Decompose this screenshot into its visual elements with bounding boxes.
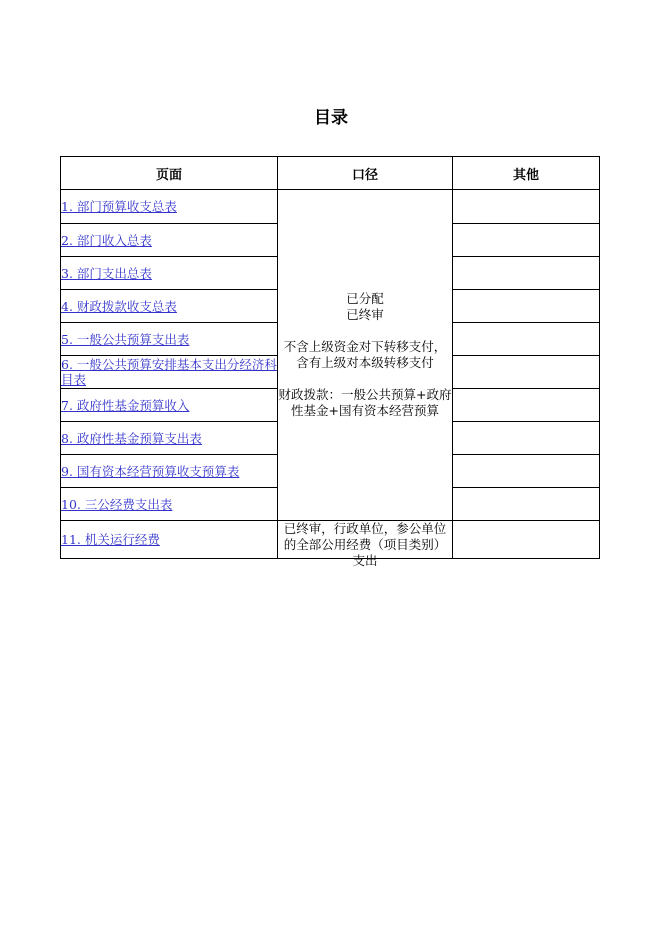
- other-cell: [453, 422, 600, 455]
- scope-line: 已分配: [346, 291, 384, 306]
- header-row: [61, 157, 600, 190]
- other-cell: [453, 224, 600, 257]
- toc-table: [60, 156, 600, 568]
- scope-cell-main: [278, 190, 453, 521]
- other-cell: [453, 389, 600, 422]
- toc-link[interactable]: 9. 国有资本经营预算收支预算表: [61, 463, 240, 479]
- other-cell: [453, 455, 600, 488]
- scope-last-text: 已终审，行政单位，参公单位的全部公用经费（项目类别）支出: [283, 521, 447, 568]
- header-other: 其他: [453, 157, 600, 190]
- other-cell: [453, 488, 600, 521]
- header-page: 页面: [61, 157, 278, 190]
- other-cell: [453, 356, 600, 389]
- table-row: [61, 190, 600, 224]
- toc-link[interactable]: 3. 部门支出总表: [61, 265, 152, 281]
- page-title: 目录: [314, 108, 348, 128]
- scope-line: 已终审: [346, 307, 384, 322]
- other-cell: [453, 521, 600, 559]
- header-scope: 口径: [278, 157, 453, 190]
- other-cell: [453, 257, 600, 290]
- scope-cell-last: [278, 521, 453, 568]
- table-row: [61, 521, 600, 559]
- toc-link[interactable]: 4. 财政拨款收支总表: [61, 298, 177, 314]
- scope-line: 财政拨款：一般公共预算+政府性基金+国有资本经营预算: [278, 387, 452, 418]
- toc-link[interactable]: 6. 一般公共预算安排基本支出分经济科目表: [61, 357, 277, 387]
- scope-line: 不含上级资金对下转移支付，含有上级对本级转移支付: [283, 339, 447, 370]
- toc-link[interactable]: 11. 机关运行经费: [61, 532, 160, 547]
- toc-link[interactable]: 1. 部门预算收支总表: [61, 199, 177, 214]
- toc-link[interactable]: 8. 政府性基金预算支出表: [61, 430, 202, 446]
- toc-link[interactable]: 5. 一般公共预算支出表: [61, 331, 190, 347]
- toc-link[interactable]: 7. 政府性基金预算收入: [61, 397, 190, 413]
- toc-link[interactable]: 10. 三公经费支出表: [61, 496, 173, 512]
- other-cell: [453, 190, 600, 224]
- other-cell: [453, 290, 600, 323]
- toc-link[interactable]: 2. 部门收入总表: [61, 232, 152, 248]
- other-cell: [453, 323, 600, 356]
